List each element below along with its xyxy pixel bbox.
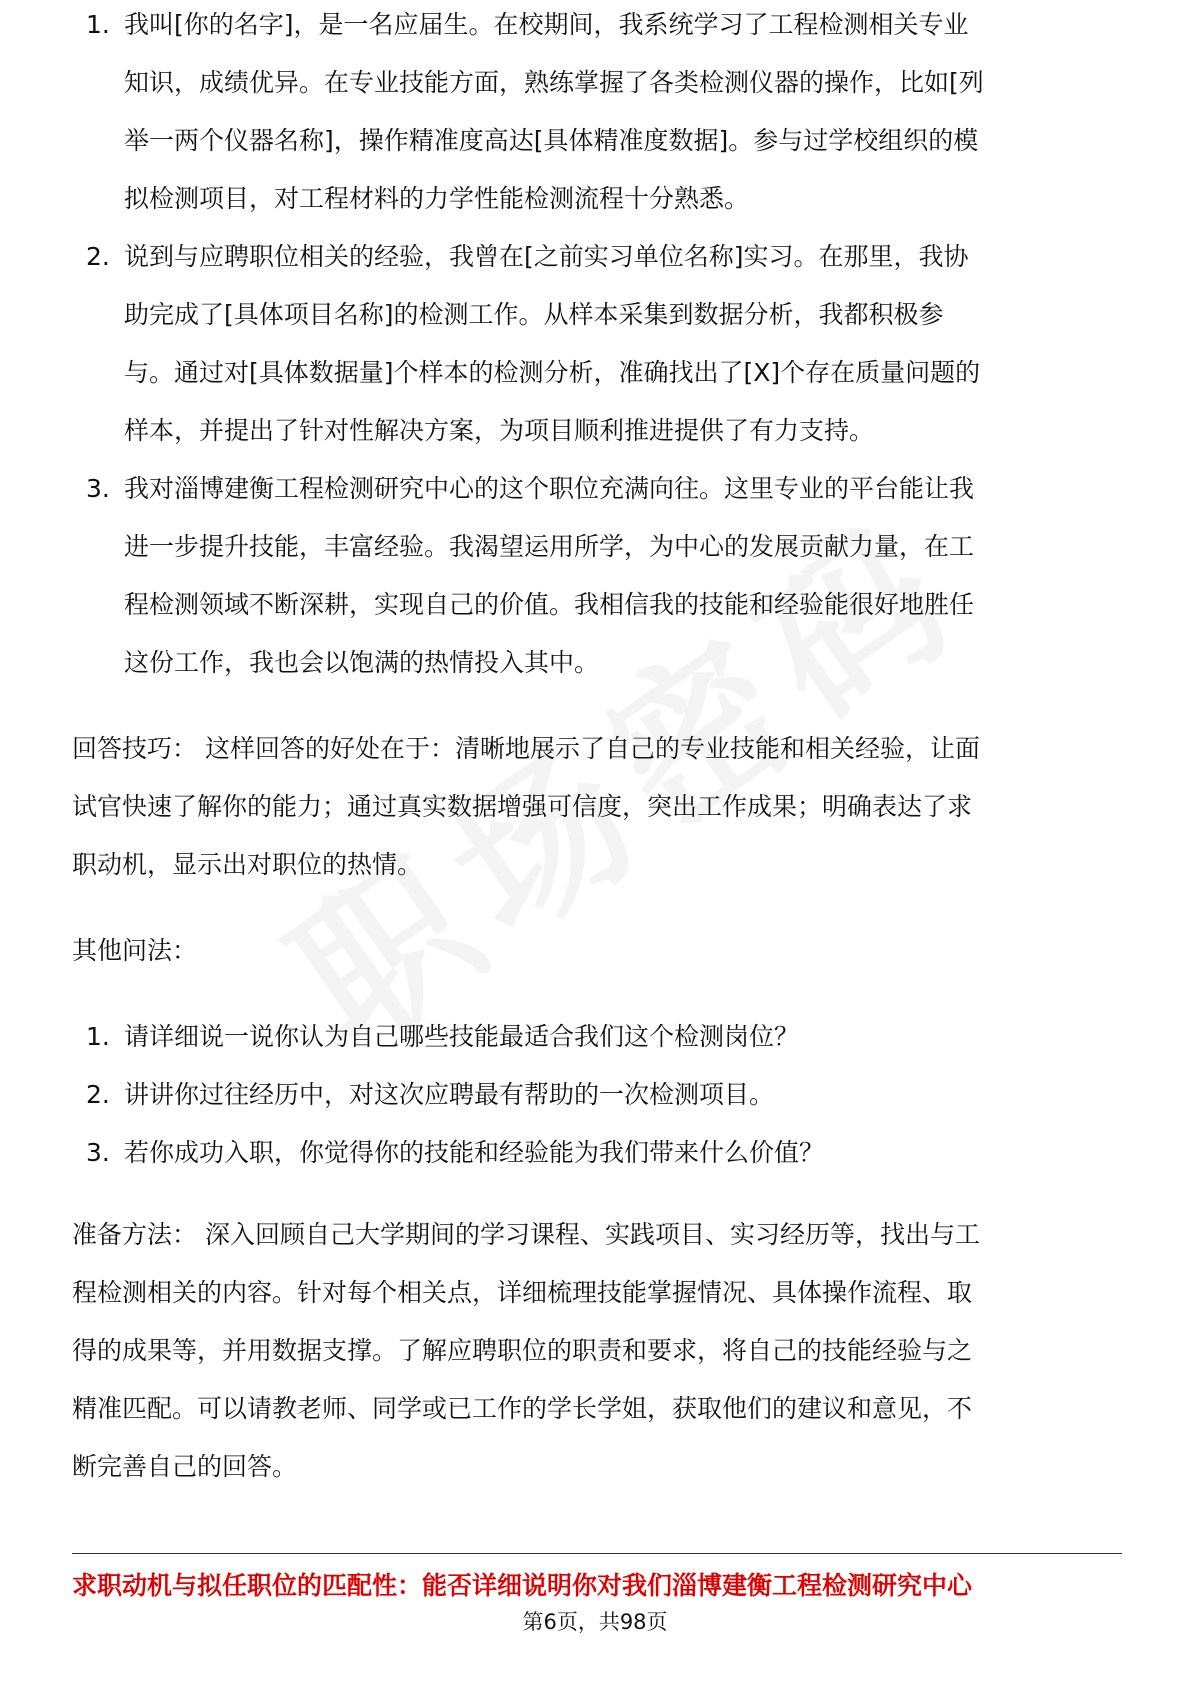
text-line: 助完成了[具体项目名称]的检测工作。从样本采集到数据分析，我都积极参 [124,300,944,329]
text-line: 准备方法： 深入回顾自己大学期间的学习课程、实践项目、实习经历等，找出与工 [72,1220,980,1249]
answer-item-3 [72,460,1122,692]
answer-item-2 [72,228,1122,460]
question-item-2 [72,1066,1122,1124]
text-line: 试官快速了解你的能力；通过真实数据增强可信度，突出工作成果；明确表达了求 [72,792,973,821]
text-line: 断完善自己的回答。 [72,1452,298,1481]
text-line: 举一两个仪器名称]，操作精准度高达[具体精准度数据]。参与过学校组织的模 [124,126,979,155]
sample-answer-list [72,0,1122,692]
other-questions-heading: 其他问法： [72,936,198,965]
text-line: 精准匹配。可以请教老师、同学或已工作的学长学姐，获取他们的建议和意见，不 [72,1394,973,1423]
text-line: 知识，成绩优异。在专业技能方面，熟练掌握了各类检测仪器的操作，比如[列 [124,68,984,97]
text-line: 这份工作，我也会以饱满的热情投入其中。 [124,648,600,677]
preparation-method [72,1206,1122,1496]
text-line: 我叫[你的名字]，是一名应届生。在校期间，我系统学习了工程检测相关专业 [124,10,969,39]
other-questions-list [72,1008,1122,1182]
list-number: 3. [86,474,110,503]
text-line: 样本，并提出了针对性解决方案，为项目顺利推进提供了有力支持。 [124,416,875,445]
text-line: 进一步提升技能，丰富经验。我渴望运用所学，为中心的发展贡献力量，在工 [124,532,975,561]
answer-item-1 [72,0,1122,228]
text-line: 与。通过对[具体数据量]个样本的检测分析，准确找出了[X]个存在质量问题的 [124,358,981,387]
text-line: 职动机，显示出对职位的热情。 [72,850,423,879]
question-text: 若你成功入职，你觉得你的技能和经验能为我们带来什么价值？ [124,1138,825,1167]
page-content [72,10,1122,1496]
question-text: 请详细说一说你认为自己哪些技能最适合我们这个检测岗位？ [124,1022,800,1051]
text-line: 说到与应聘职位相关的经验，我曾在[之前实习单位名称]实习。在那里，我协 [124,242,969,271]
question-item-1 [72,1008,1122,1066]
text-line: 得的成果等，并用数据支撑。了解应聘职位的职责和要求，将自己的技能经验与之 [72,1336,973,1365]
footer-divider [72,1553,1122,1554]
text-line: 程检测领域不断深耕，实现自己的价值。我相信我的技能和经验能很好地胜任 [124,590,975,619]
question-text: 讲讲你过往经历中，对这次应聘最有帮助的一次检测项目。 [124,1080,775,1109]
page-number: 第6页，共98页 [522,1610,668,1634]
answer-tips [72,720,1122,894]
text-line: 我对淄博建衡工程检测研究中心的这个职位充满向往。这里专业的平台能让我 [124,474,975,503]
question-item-3 [72,1124,1122,1182]
answer-item-1-clipped-line: 1. 我叫[你的名字]，是一名应届生。在校期间，我系统学习了工程检测相关专业 [86,10,969,39]
list-number: 1. [86,1022,110,1051]
next-question-title: 求职动机与拟任职位的匹配性：能否详细说明你对我们淄博建衡工程检测研究中心 [72,1571,973,1600]
list-number: 3. [86,1138,110,1167]
text-line: 程检测相关的内容。针对每个相关点，详细梳理技能掌握情况、具体操作流程、取 [72,1278,973,1307]
text-line: 拟检测项目，对工程材料的力学性能检测流程十分熟悉。 [124,184,750,213]
list-number: 2. [86,1080,110,1109]
text-line: 回答技巧： 这样回答的好处在于：清晰地展示了自己的专业技能和相关经验，让面 [72,734,980,763]
list-number: 2. [86,242,110,271]
